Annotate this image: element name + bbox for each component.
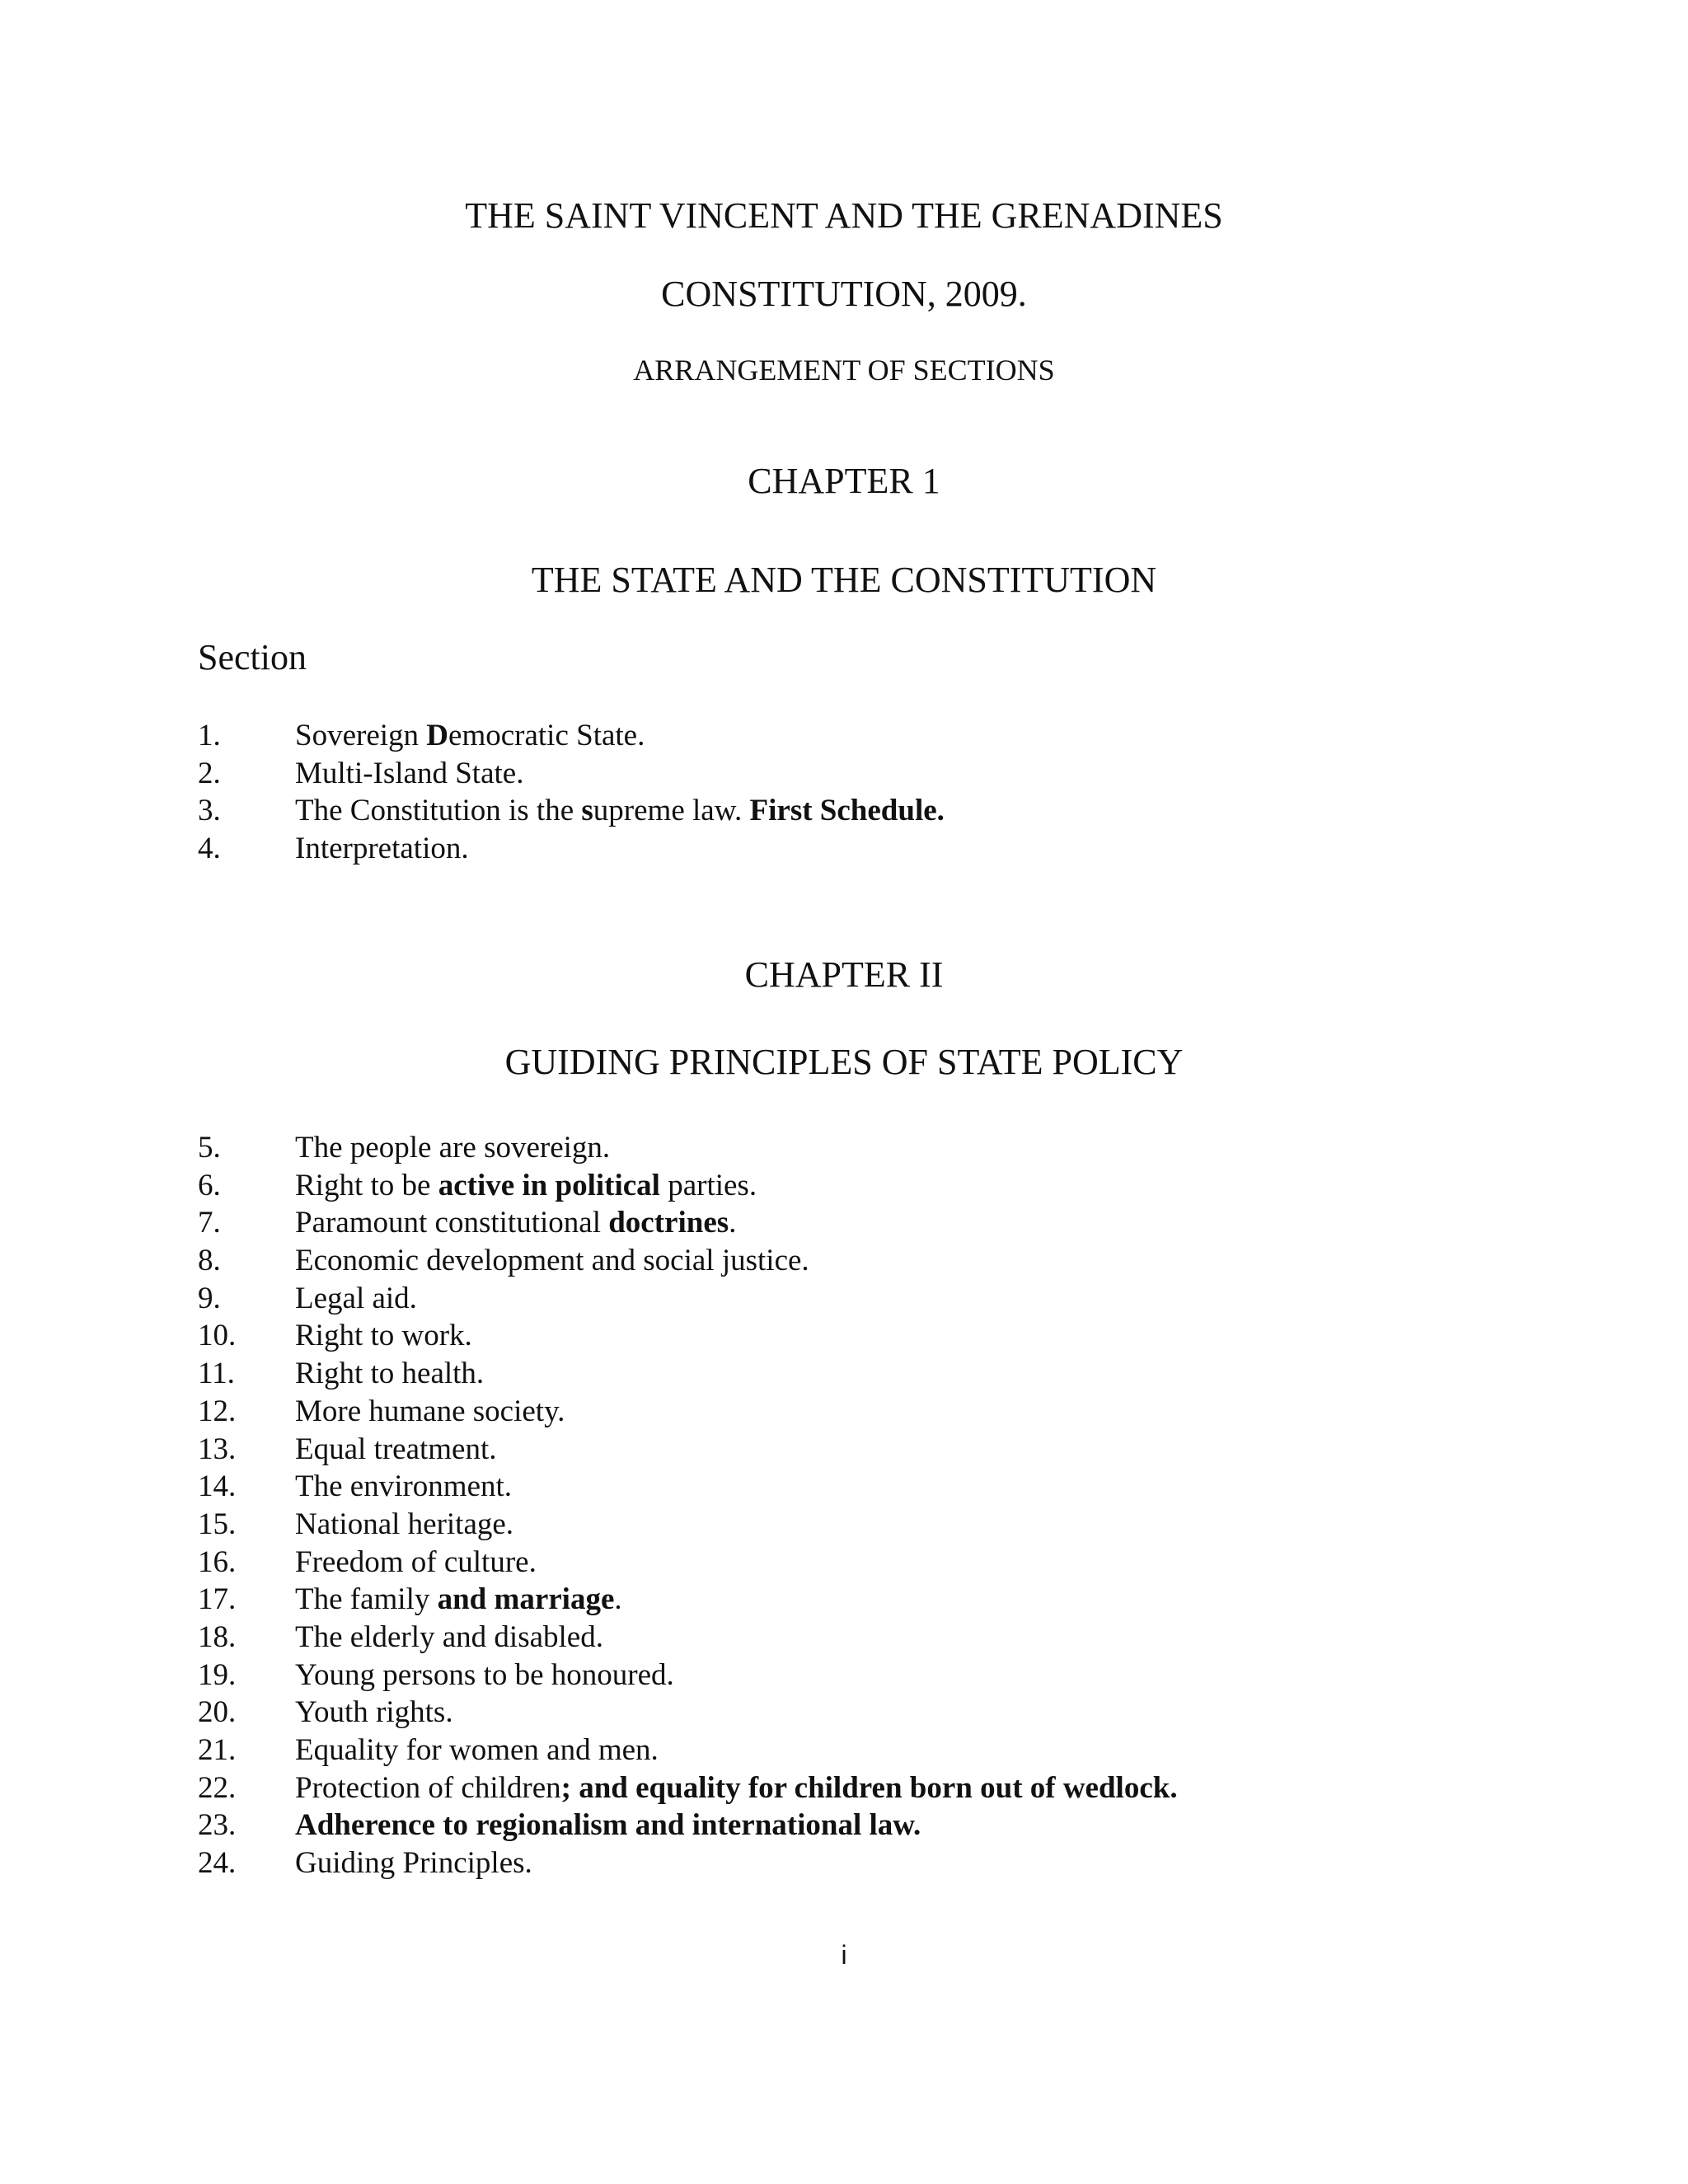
section-number: 18.: [198, 1619, 237, 1654]
page-number: i: [841, 1940, 847, 1970]
section-number: 3.: [198, 794, 221, 828]
section-title-bold-text: and marriage: [437, 1582, 615, 1617]
section-title: [295, 1581, 622, 1619]
section-title-text: The elderly and disabled.: [295, 1619, 603, 1654]
section-title-bold-text: active in political: [438, 1168, 660, 1202]
section-number: 1.: [198, 719, 221, 752]
section-title-text: Freedom of culture.: [295, 1544, 537, 1579]
section-title: [295, 1317, 472, 1355]
section-title: [295, 1355, 484, 1393]
arrangement-heading: ARRANGEMENT OF SECTIONS: [633, 354, 1055, 387]
section-title-text: parties.: [659, 1168, 757, 1202]
section-title-text: Multi-Island State.: [295, 756, 524, 790]
section-number: 14.: [198, 1469, 237, 1504]
section-title-text: Youth rights.: [295, 1695, 453, 1730]
section-title-text: The environment.: [295, 1469, 513, 1504]
section-title-text: Right to health.: [295, 1357, 485, 1391]
section-title-text: Young persons to be honoured.: [295, 1657, 674, 1692]
section-title-text: Equality for women and men.: [295, 1733, 659, 1767]
section-number: 12.: [198, 1394, 237, 1428]
section-title-text: .: [729, 1206, 737, 1240]
section-number: 15.: [198, 1507, 237, 1541]
section-title-text: emocratic State.: [448, 719, 645, 752]
section-number: 9.: [198, 1281, 221, 1315]
section-title-bold-text: s: [581, 794, 593, 828]
section-number: 11.: [198, 1357, 235, 1391]
section-number: 6.: [198, 1168, 221, 1202]
section-title-text: Right to be: [295, 1168, 438, 1202]
section-number: 24.: [198, 1846, 237, 1881]
section-title: [295, 755, 523, 793]
section-title-text: upreme law.: [593, 794, 750, 828]
section-number: 7.: [198, 1206, 221, 1240]
section-title: [295, 1204, 736, 1242]
section-title-text: More humane society.: [295, 1394, 565, 1428]
section-title: [295, 1393, 565, 1431]
section-number: 5.: [198, 1131, 221, 1165]
section-title: [295, 717, 645, 755]
document-title-line-1: THE SAINT VINCENT AND THE GRENADINES: [465, 195, 1223, 236]
section-title: [295, 1732, 659, 1769]
section-title: [295, 1431, 497, 1469]
section-title-text: The family: [295, 1582, 438, 1617]
section-number: 16.: [198, 1544, 237, 1579]
section-number: 20.: [198, 1695, 237, 1730]
section-title-text: .: [614, 1582, 622, 1617]
section-title-text: Paramount constitutional: [295, 1206, 609, 1240]
section-number: 13.: [198, 1432, 237, 1466]
section-title: [295, 1807, 921, 1844]
section-title: [295, 1544, 537, 1582]
chapter-1-heading: CHAPTER 1: [748, 461, 940, 501]
section-title-bold-text: ; and equality for children born out of wedlock.: [560, 1770, 1178, 1805]
section-title-text: Right to work.: [295, 1319, 472, 1353]
section-number: 17.: [198, 1582, 237, 1617]
section-title-text: Interpretation.: [295, 832, 469, 866]
section-column-label: Section: [198, 637, 307, 677]
section-title: [295, 1694, 453, 1732]
chapter-2-heading: CHAPTER II: [744, 954, 944, 995]
section-title: [295, 830, 469, 868]
section-number: 21.: [198, 1733, 237, 1767]
section-title-text: The Constitution is the: [295, 794, 582, 828]
section-title-text: Sovereign: [295, 719, 427, 752]
document-title-line-2: CONSTITUTION, 2009.: [661, 274, 1027, 314]
section-title: [295, 1769, 1178, 1807]
section-title-text: Equal treatment.: [295, 1432, 497, 1466]
section-number: 8.: [198, 1244, 221, 1278]
chapter-2-name: GUIDING PRINCIPLES OF STATE POLICY: [504, 1042, 1184, 1082]
section-title: [295, 1280, 417, 1318]
section-title: [295, 792, 945, 830]
section-title-text: The people are sovereign.: [295, 1131, 611, 1165]
chapter-1-name: THE STATE AND THE CONSTITUTION: [531, 560, 1157, 600]
section-title-bold-text: Adherence to regionalism and international law.: [295, 1808, 921, 1843]
section-title-text: National heritage.: [295, 1507, 514, 1541]
section-title-text: Protection of children: [295, 1770, 561, 1805]
section-number: 2.: [198, 756, 221, 790]
section-number: 4.: [198, 832, 221, 866]
section-number: 23.: [198, 1808, 237, 1843]
section-title: [295, 1242, 809, 1280]
section-title-bold-text: First Schedule.: [749, 794, 945, 828]
section-title: [295, 1657, 674, 1694]
section-title: [295, 1844, 532, 1882]
section-number: 22.: [198, 1770, 237, 1805]
section-title-text: Legal aid.: [295, 1281, 417, 1315]
section-title: [295, 1506, 513, 1544]
section-title: [295, 1167, 757, 1205]
section-title: [295, 1468, 512, 1506]
section-title-text: Economic development and social justice.: [295, 1244, 809, 1278]
section-title: [295, 1129, 610, 1167]
section-title: [295, 1619, 603, 1657]
section-title-bold-text: doctrines: [608, 1206, 729, 1240]
section-number: 19.: [198, 1657, 237, 1692]
section-title-bold-text: D: [426, 719, 449, 752]
section-number: 10.: [198, 1319, 237, 1353]
section-title-text: Guiding Principles.: [295, 1846, 532, 1881]
